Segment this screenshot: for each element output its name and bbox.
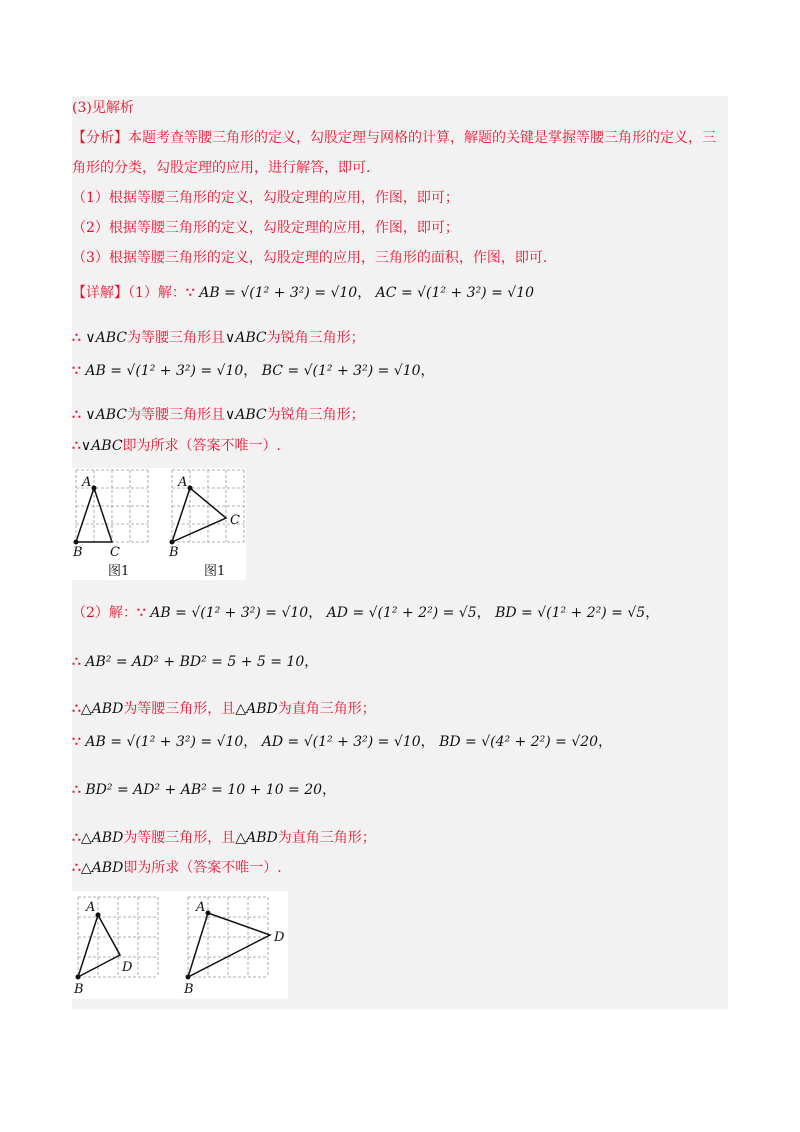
because-symbol: ∵ [185, 285, 195, 301]
vertex-label-c: C [230, 513, 240, 528]
statement-text: 为锐角三角形； [266, 407, 365, 423]
detail-line-9 [72, 733, 612, 751]
therefore-symbol: ∴ [72, 438, 81, 454]
figure-caption: 图1 [108, 564, 130, 579]
vertex-label-b: B [169, 545, 179, 560]
formula-bc: BC = √(1² + 3²) = √10 [261, 363, 421, 379]
therefore-symbol: ∴ [72, 654, 81, 670]
triangle-abd: △ABD [80, 701, 124, 717]
separator: ， [420, 363, 435, 379]
triangle-abd: △ABD [235, 701, 278, 717]
triangle-abc: ∨ABC [225, 407, 267, 423]
because-symbol: ∵ [72, 363, 81, 379]
detail-line-4 [72, 406, 365, 424]
therefore-symbol: ∴ [72, 330, 81, 346]
analysis-step-3: （3）根据等腰三角形的定义，勾股定理的应用，三角形的面积，作图，即可. [72, 250, 548, 266]
formula-ab: AB = √(1² + 3²) = √10 [85, 363, 244, 379]
statement-text: 即为所求（答案不唯一）. [123, 860, 282, 876]
vertex-label-c: C [110, 545, 120, 560]
formula-pythagoras: AB² = AD² + BD² = 5 + 5 = 10 [85, 654, 305, 670]
detail-line-3 [72, 362, 435, 380]
separator: ， [322, 782, 337, 798]
vertex-label-d: D [122, 960, 133, 975]
detail-line-2 [72, 329, 365, 347]
detail-line-10 [72, 781, 336, 799]
detail-tag: 【详解】（1）解： [72, 285, 186, 301]
triangle-abd: △ABD [80, 830, 124, 846]
answer-header: (3)见解析 [72, 100, 134, 116]
statement-text: 为等腰三角形，且 [123, 830, 236, 846]
statement-text: 为等腰三角形且 [127, 330, 225, 346]
statement-text: 为锐角三角形； [266, 330, 365, 346]
formula-pythagoras: BD² = AD² + AB² = 10 + 10 = 20 [85, 782, 323, 798]
vertex-label-d: D [274, 930, 285, 945]
therefore-symbol: ∴ [72, 860, 81, 876]
analysis-line-2: 角形的分类，勾股定理的应用，进行解答，即可. [72, 160, 371, 176]
vertex-label-b: B [74, 982, 84, 997]
detail-line-11 [72, 829, 376, 847]
detail-line-12 [72, 859, 282, 877]
detail-line-1 [72, 284, 534, 302]
separator: ， [243, 734, 258, 750]
analysis-text: 本题考查等腰三角形的定义，勾股定理与网格的计算，解题的关键是掌握等腰三角形的定义，三 [128, 130, 716, 146]
statement-text: 为等腰三角形且 [127, 407, 225, 423]
separator: ， [357, 285, 372, 301]
detail-line-6 [72, 604, 659, 622]
separator: ， [420, 734, 435, 750]
formula-ad: AD = √(1² + 3²) = √10 [261, 734, 421, 750]
figure-caption: 图1 [204, 564, 226, 579]
formula-ad: AD = √(1² + 2²) = √5 [326, 605, 477, 621]
therefore-symbol: ∴ [72, 701, 81, 717]
figure-2 [72, 891, 288, 999]
because-symbol: ∵ [72, 734, 81, 750]
vertex-label-a: A [82, 475, 92, 490]
triangle-abc: ∨ABC [225, 330, 267, 346]
analysis-step-1: （1）根据等腰三角形的定义，勾股定理的应用，作图，即可； [72, 190, 459, 206]
detail-line-8 [72, 700, 376, 718]
vertex-label-a: A [178, 475, 188, 490]
analysis-line-1 [72, 129, 716, 147]
because-symbol: ∵ [136, 605, 146, 621]
triangle-abc: ∨ABC [85, 407, 127, 423]
therefore-symbol: ∴ [72, 407, 81, 423]
formula-ab: AB = √(1² + 3²) = √10 [150, 605, 309, 621]
figure-2-graphic [72, 891, 288, 999]
vertex-label-a: A [86, 900, 96, 915]
detail-line-5 [72, 437, 281, 455]
formula-ab: AB = √(1² + 3²) = √10 [85, 734, 244, 750]
separator: ， [598, 734, 613, 750]
vertex-label-b: B [184, 982, 194, 997]
vertex-label-b: B [73, 545, 83, 560]
separator: ， [304, 654, 319, 670]
part2-tag: （2）解： [72, 605, 137, 621]
formula-bd: BD = √(1² + 2²) = √5 [495, 605, 646, 621]
formula-bd: BD = √(4² + 2²) = √20 [439, 734, 599, 750]
statement-text: 为等腰三角形，且 [123, 701, 236, 717]
separator: ， [308, 605, 323, 621]
figure-1 [72, 468, 246, 580]
vertex-label-a: A [196, 900, 206, 915]
triangle-abc: ∨ABC [85, 330, 127, 346]
triangle-abc: ∨ABC [80, 438, 123, 454]
statement-text: 即为所求（答案不唯一）. [122, 438, 281, 454]
separator: ， [645, 605, 660, 621]
triangle-abd: △ABD [80, 860, 124, 876]
statement-text: 为直角三角形； [277, 701, 376, 717]
formula-ac: AC = √(1² + 3²) = √10 [375, 285, 535, 301]
triangle-abd: △ABD [235, 830, 278, 846]
analysis-step-2: （2）根据等腰三角形的定义，勾股定理的应用，作图，即可； [72, 220, 459, 236]
analysis-tag: 【分析】 [72, 130, 128, 146]
separator: ， [243, 363, 258, 379]
detail-line-7 [72, 653, 318, 671]
therefore-symbol: ∴ [72, 830, 81, 846]
statement-text: 为直角三角形； [277, 830, 376, 846]
separator: ， [476, 605, 491, 621]
formula-ab: AB = √(1² + 3²) = √10 [199, 285, 358, 301]
therefore-symbol: ∴ [72, 782, 81, 798]
